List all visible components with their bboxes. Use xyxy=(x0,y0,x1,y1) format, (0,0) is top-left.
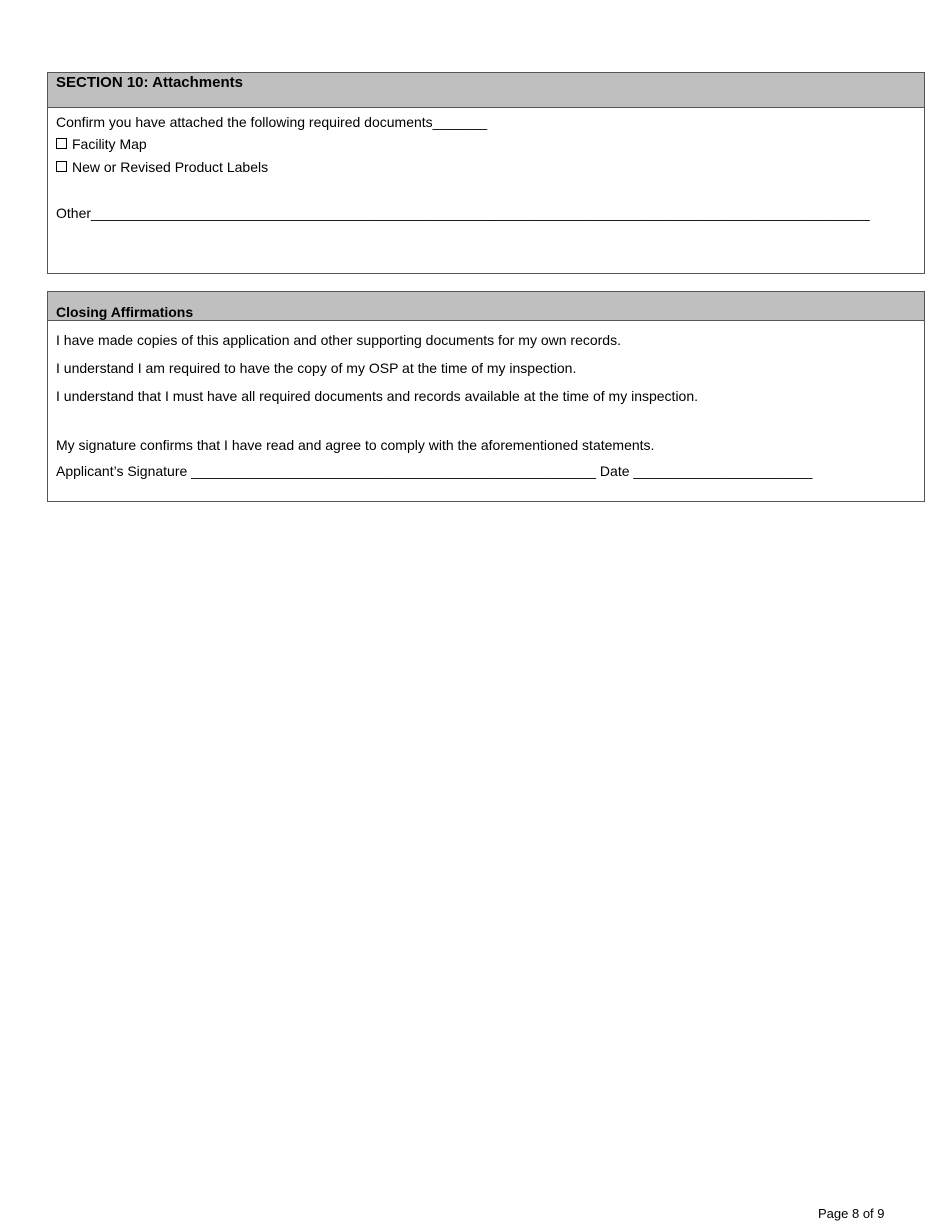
attachments-confirm-text: Confirm you have attached the following required documents_______ xyxy=(56,114,488,130)
checklist-item-facility-map[interactable] xyxy=(56,135,147,153)
attachments-section-title: SECTION 10: Attachments xyxy=(48,73,924,108)
closing-affirmations-title: Closing Affirmations xyxy=(48,292,924,321)
checkbox-product-labels[interactable] xyxy=(56,161,67,172)
applicant-signature-date-field[interactable]: Applicant’s Signature ____________________________________________________ Date _______________________ xyxy=(56,463,813,479)
affirmation-statement: I have made copies of this application and other supporting documents for my own records. xyxy=(56,332,621,348)
checklist-item-product-labels[interactable] xyxy=(56,158,268,176)
page-number: Page 8 of 9 xyxy=(818,1206,885,1221)
checkbox-facility-map[interactable] xyxy=(56,138,67,149)
affirmation-statement: I understand I am required to have the copy of my OSP at the time of my inspection. xyxy=(56,360,577,376)
checklist-item-label: New or Revised Product Labels xyxy=(72,159,269,175)
affirmation-statement: I understand that I must have all required documents and records available at the time of my inspection. xyxy=(56,388,699,404)
closing-affirmations-section xyxy=(47,291,925,502)
other-attachment-field[interactable]: Other____________________________________________________________________________________________________ xyxy=(56,205,870,221)
signature-confirm-text: My signature confirms that I have read and agree to comply with the aforementioned statements. xyxy=(56,437,655,453)
attachments-section xyxy=(47,72,925,274)
checklist-item-label: Facility Map xyxy=(72,136,147,152)
